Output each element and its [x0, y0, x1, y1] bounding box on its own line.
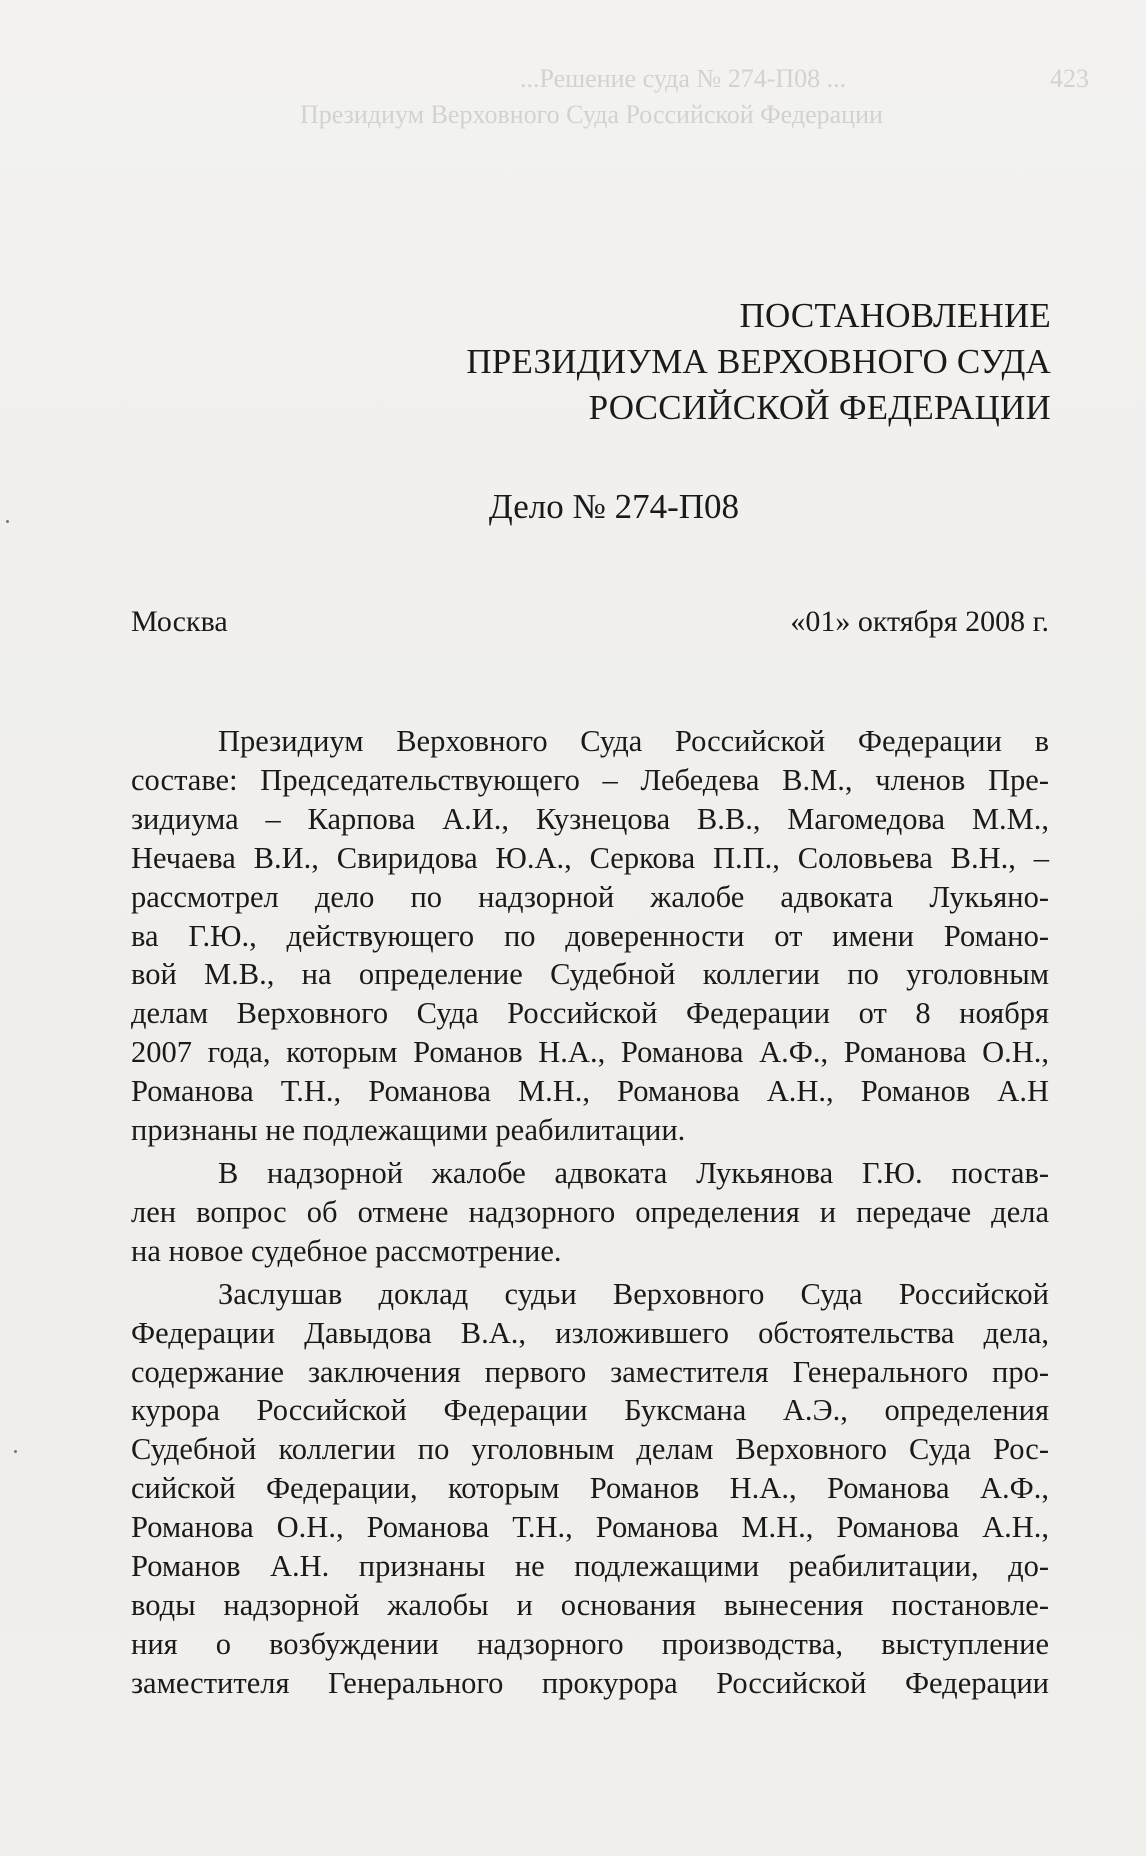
paragraph: [131, 722, 1049, 1150]
paragraph-line: В надзорной жалобе адвоката Лукьянова Г.Ю. постав-: [218, 1155, 1049, 1190]
paragraph-line: зидиума – Карпова А.И., Кузнецова В.В., Магомедова М.М.,: [131, 801, 1049, 836]
scan-speck: [6, 520, 9, 523]
date: «01» октября 2008 г.: [790, 605, 1049, 638]
paragraph-line: Федерации Давыдова В.А., изложившего обстоятельства дела,: [131, 1315, 1049, 1350]
bleed-through-line-2: Президиум Верховного Суда Российской Федерации: [300, 100, 883, 129]
paragraph-line: Судебной коллегии по уголовным делам Верховного Суда Рос-: [131, 1432, 1049, 1467]
paragraph-line: Президиум Верховного Суда Российской Федерации в: [218, 724, 1049, 758]
paragraph-line: курора Российской Федерации Буксмана А.Э., определения: [131, 1393, 1049, 1428]
paragraph-line: Заслушав доклад судьи Верховного Суда Российской: [218, 1276, 1049, 1311]
place-date-row: [131, 605, 1049, 639]
bleed-through-page-number: 423: [1050, 64, 1089, 93]
paragraph: [131, 1275, 1049, 1703]
paragraph-line: вой М.В., на определение Судебной коллегии по уголовным: [131, 957, 1049, 992]
paragraph-line: признаны не подлежащими реабилитации.: [131, 1113, 686, 1148]
bleed-through-line-1: ...Решение суда № 274-П08 ...: [520, 64, 847, 93]
heading-line-1: ПОСТАНОВЛЕНИЕ: [739, 296, 1051, 335]
paragraph-line: Романова О.Н., Романова Т.Н., Романова М.Н., Романова А.Н.,: [131, 1510, 1049, 1545]
case-number: Дело № 274-П08: [488, 487, 740, 526]
paragraph-line: рассмотрел дело по надзорной жалобе адвоката Лукьяно-: [131, 879, 1049, 914]
heading-line-3: РОССИЙСКОЙ ФЕДЕРАЦИИ: [588, 388, 1051, 427]
paragraph-line: ва Г.Ю., действующего по доверенности от имени Романо-: [131, 918, 1049, 953]
paragraph-line: Нечаева В.И., Свиридова Ю.А., Серкова П.П., Соловьева В.Н., –: [131, 840, 1049, 875]
document-body: [131, 722, 1049, 1703]
paragraph-line: Романова Т.Н., Романова М.Н., Романова А.Н., Романов А.Н: [131, 1074, 1049, 1109]
paragraph-line: сийской Федерации, которым Романов Н.А., Романова А.Ф.,: [131, 1471, 1049, 1506]
paragraph: [131, 1154, 1049, 1271]
bleed-through-header: [0, 62, 1146, 142]
paragraph-line: заместителя Генерального прокурора Российской Федерации: [131, 1665, 1049, 1700]
paragraph-line: 2007 года, которым Романов Н.А., Романова А.Ф., Романова О.Н.,: [131, 1035, 1049, 1070]
place: Москва: [131, 605, 228, 638]
paragraph-line: на новое судебное рассмотрение.: [131, 1233, 562, 1268]
paragraph-line: воды надзорной жалобы и основания вынесения постановле-: [131, 1587, 1049, 1622]
paragraph-line: содержание заключения первого заместителя Генерального про-: [131, 1354, 1049, 1389]
paragraph-line: Романов А.Н. признаны не подлежащими реабилитации, до-: [131, 1549, 1049, 1584]
scan-speck: [14, 1450, 17, 1453]
paragraph-line: ния о возбуждении надзорного производства, выступление: [131, 1626, 1049, 1661]
paragraph-line: составе: Председательствующего – Лебедева В.М., членов Пре-: [131, 762, 1049, 797]
paragraph-line: лен вопрос об отмене надзорного определения и передаче дела: [131, 1194, 1049, 1229]
document-heading: [466, 293, 1051, 431]
paragraph-line: делам Верховного Суда Российской Федерации от 8 ноября: [131, 996, 1049, 1031]
heading-line-2: ПРЕЗИДИУМА ВЕРХОВНОГО СУДА: [466, 342, 1051, 381]
